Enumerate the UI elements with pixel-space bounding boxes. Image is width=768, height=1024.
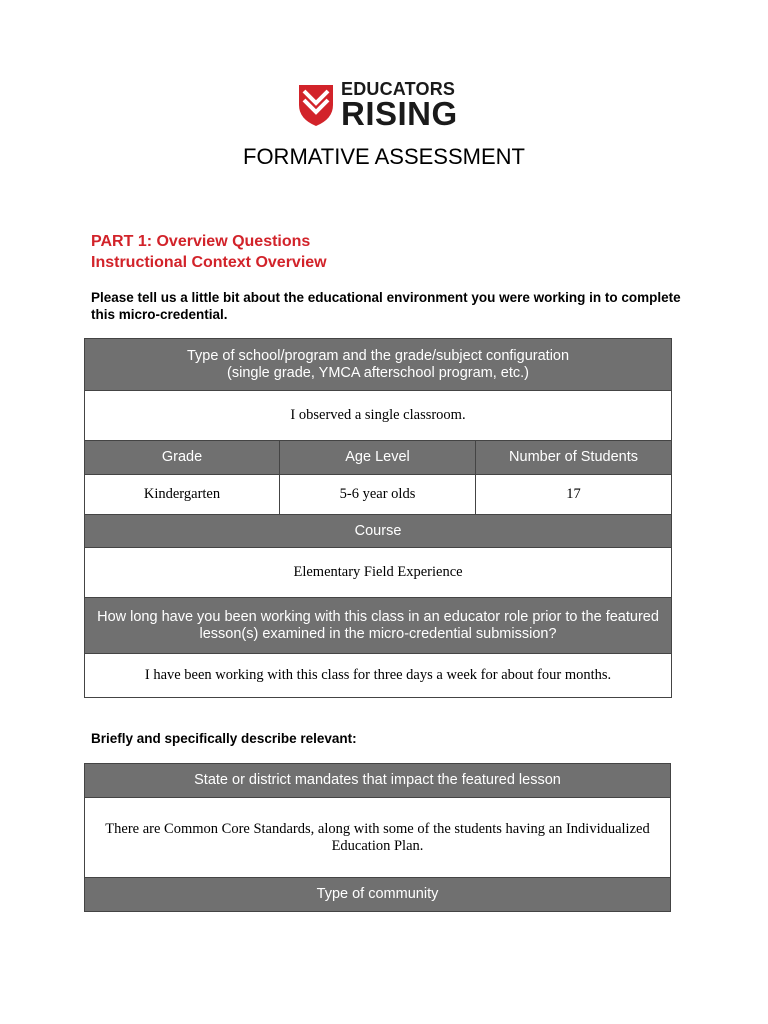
school-type-header-line-1: Type of school/program and the grade/subject configuration — [186, 347, 570, 364]
intro-text: Please tell us a little bit about the educational environment you were working in to complete this micro-credential. — [91, 290, 681, 322]
part-heading — [91, 231, 327, 273]
document-title: FORMATIVE ASSESSMENT — [243, 144, 525, 169]
course-value: Elementary Field Experience — [85, 548, 672, 598]
section-title: Instructional Context Overview — [91, 254, 327, 271]
context-table — [84, 338, 672, 698]
duration-header: How long have you been working with this class in an educator role prior to the featured lesson(s) examined in the micro-credential submission? — [85, 598, 672, 654]
describe-prompt: Briefly and specifically describe relevant: — [91, 731, 357, 746]
mandates-value: There are Common Core Standards, along with some of the students having an Individualized Education Plan. — [85, 798, 671, 878]
brand-line-2: RISING — [341, 95, 458, 132]
community-header: Type of community — [85, 878, 671, 912]
age-level-header: Age Level — [280, 441, 476, 475]
number-of-students-header: Number of Students — [476, 441, 672, 475]
educators-rising-logo — [297, 80, 458, 130]
age-level-value: 5-6 year olds — [280, 475, 476, 515]
duration-value: I have been working with this class for three days a week for about four months. — [85, 654, 672, 698]
course-header: Course — [85, 515, 672, 548]
number-of-students-value: 17 — [476, 475, 672, 515]
grade-header: Grade — [85, 441, 280, 475]
school-type-header — [85, 339, 672, 391]
educators-rising-shield-icon — [297, 83, 335, 127]
grade-value: Kindergarten — [85, 475, 280, 515]
school-type-header-line-2: (single grade, YMCA afterschool program, etc.) — [227, 364, 529, 381]
part-title: PART 1: Overview Questions — [91, 233, 311, 250]
relevant-table — [84, 763, 671, 912]
mandates-header: State or district mandates that impact the featured lesson — [85, 764, 671, 798]
brand-line-1: EDUCATORS — [341, 79, 456, 99]
school-type-value: I observed a single classroom. — [85, 391, 672, 441]
